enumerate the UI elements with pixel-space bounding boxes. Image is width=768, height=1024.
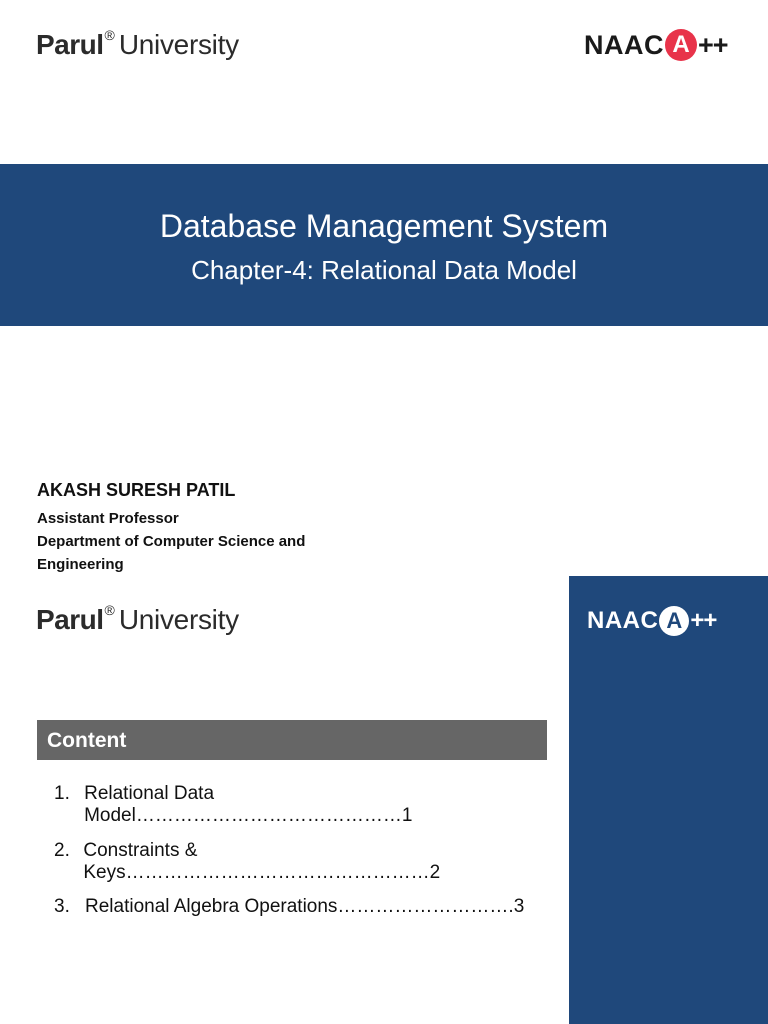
toc-item-text: Relational Algebra Operations……………………….3 (85, 896, 525, 917)
naac-grade-plus: ++ (690, 607, 717, 634)
author-role: Assistant Professor (37, 510, 179, 527)
naac-grade-badge: A (659, 606, 689, 636)
content-heading: Content (37, 720, 547, 760)
logo-registered-mark: ® (104, 27, 115, 43)
toc-item-number: 1. (54, 783, 70, 804)
logo-brand: Parul (36, 604, 104, 635)
logo-university: University (118, 29, 239, 60)
toc-item (54, 840, 534, 897)
naac-logo-secondary (587, 606, 716, 636)
toc-item-number: 3. (54, 896, 70, 917)
document-title: Database Management System (159, 208, 609, 244)
side-panel (569, 576, 768, 1024)
naac-grade-plus: ++ (698, 29, 728, 60)
logo-registered-mark: ® (104, 602, 115, 618)
parul-university-logo (36, 29, 239, 61)
parul-university-logo-secondary (36, 604, 239, 636)
toc-item-text: Relational Data Model……………………………………1 (84, 783, 413, 826)
logo-university: University (118, 604, 239, 635)
author-name: AKASH SURESH PATIL (37, 480, 236, 500)
table-of-contents (54, 783, 534, 953)
toc-item (54, 783, 534, 840)
title-band (0, 164, 768, 326)
toc-item-text: Constraints & Keys…………………………………………2 (83, 839, 441, 883)
naac-word: NAAC (584, 29, 664, 60)
naac-word: NAAC (587, 607, 659, 634)
toc-item (54, 896, 534, 953)
logo-brand: Parul (36, 29, 104, 60)
naac-grade-badge: A (665, 29, 697, 61)
chapter-subtitle: Chapter-4: Relational Data Model (191, 255, 577, 285)
naac-logo (584, 29, 728, 61)
toc-item-number: 2. (54, 839, 70, 861)
author-department-line2: Engineering (37, 556, 124, 573)
author-department-line1: Department of Computer Science and (37, 533, 306, 550)
author-block (37, 480, 367, 576)
